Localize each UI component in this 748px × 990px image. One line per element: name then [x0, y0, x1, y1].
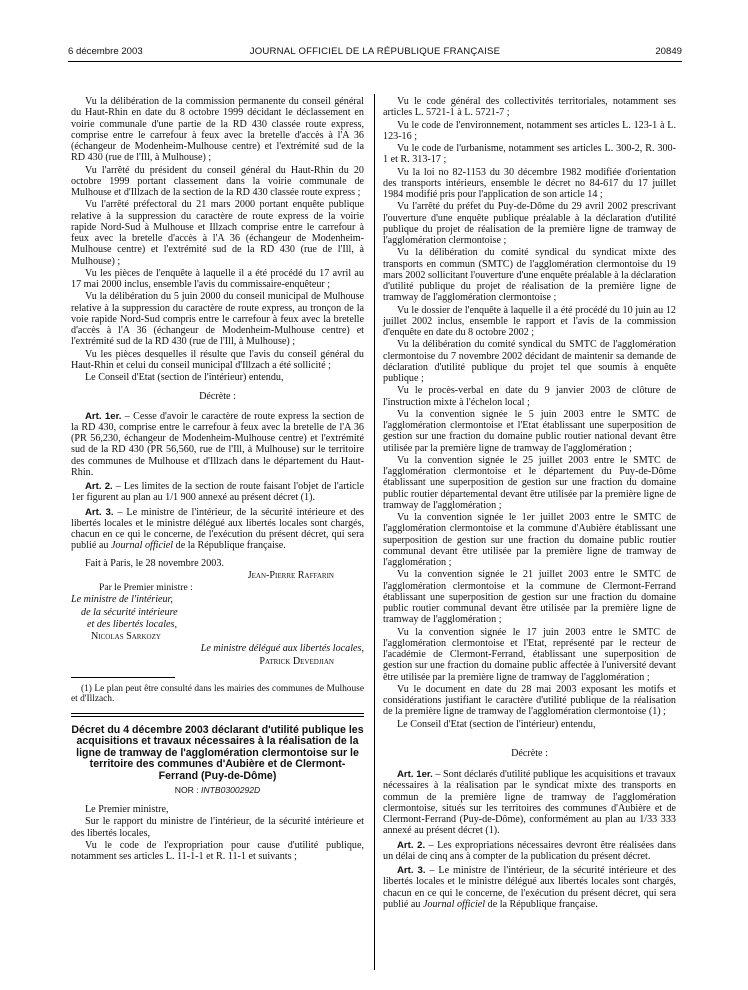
- visa-paragraph: Vu la convention signée le 17 juin 2003 entre le SMTC de l'agglomération clermontoise et l'Etat, représenté par le recteur de l'académie de Clermont-Ferrand, établissant une superposition de gestion sur une fraction du domaine public affectée à l'université devant être utilisée par la première ligne de tramway de l'agglomération ;: [383, 626, 676, 683]
- footnote-rule: [71, 677, 175, 678]
- footnote: (1) Le plan peut être consulté dans les mairies des communes de Mulhouse et d'Illzach.: [71, 683, 364, 705]
- par-premier-ministre: Par le Premier ministre :: [99, 582, 193, 593]
- journal-officiel-ref: Journal officiel: [422, 898, 486, 910]
- visa-paragraph: Vu la convention signée le 25 juillet 2003 entre le SMTC de l'agglomération clermontoise et le département du Puy-de-Dôme établissant une superposition de gestion sur une fraction du domaine public routier départemental devant être utilisée par la première ligne de tramway de l'agglomération ;: [383, 454, 676, 511]
- header-title: JOURNAL OFFICIEL DE LA RÉPUBLIQUE FRANÇAISE: [249, 46, 501, 57]
- nor-reference: [71, 785, 364, 796]
- article-text: – Les limites de la section de route faisant l'objet de l'article 1er figurent au plan au 1/1 900 annexé au présent décret (1).: [71, 481, 364, 504]
- article-text: – Le ministre de l'intérieur, de la sécurité intérieure et des libertés locales et le ministre délégué aux libertés locales sont chargés, chacun en ce qui le concerne, de l'exécution du présent décret, qui sera publié au: [71, 506, 364, 552]
- visa-paragraph: Le Conseil d'Etat (section de l'intérieur) entendu,: [85, 372, 284, 383]
- visa-paragraph: Vu l'arrêté du président du conseil général du Haut-Rhin du 20 octobre 1999 portant classement dans la voirie communale de Mulhouse et d'Illzach de la section de la RD 430 classée route express ;: [71, 164, 364, 198]
- article-text: de la République française.: [485, 898, 598, 910]
- header-page-number: 20849: [655, 46, 682, 57]
- visa-paragraph: Vu la convention signée le 1er juillet 2003 entre le SMTC de l'agglomération clermontoise et la commune d'Aubière établissant une superposition de gestion sur une fraction du domaine public routier communal devant être utilisée par la première ligne de tramway de l'agglomération ;: [383, 512, 676, 568]
- visa-paragraph: Vu la délibération de la commission permanente du conseil général du Haut-Rhin en date du 8 octobre 1999 décidant le déclassement en voirie communale d'une partie de la RD 430 classée route express, comprise entre le carrefour à feux avec la bretelle d'accès à l'A 36 (échangeur de Modenheim-Mulhouse centre) et l'extrémité sud de la RD 430 (rue de l'Ill, à Mulhouse) ;: [71, 96, 364, 164]
- visa-paragraph: Vu l'arrêté préfectoral du 21 mars 2000 portant enquête publique relative à la suppression du caractère de route express de la voirie rapide Nord-Sud à Mulhouse et Illzach comprise entre le carrefour à feux avec la bretelle d'accès à l'A 36 (échangeur de Modenheim-Mulhouse centre) et l'extrémité sud de la RD 430 (rue de l'Ill, à Mulhouse) ;: [71, 199, 364, 267]
- visa-paragraph: Vu la délibération du 5 juin 2000 du conseil municipal de Mulhouse relative à la suppression du caractère de route express, au tronçon de la voie rapide Nord-Sud compris entre le carrefour à feux avec la bretelle d'accès à l'A 36 (échangeur de Modenheim-Mulhouse centre) et l'extrémité sud de la RD 430 (rue de l'Ill, à Mulhouse) ;: [71, 291, 364, 348]
- article-3: [71, 507, 364, 552]
- signature-delegate-minister: Patrick Devedjian: [259, 655, 334, 667]
- article-2: [71, 481, 364, 504]
- section-double-rule: [71, 713, 364, 717]
- visa-paragraph: Le Conseil d'Etat (section de l'intérieur) entendu,: [397, 718, 596, 730]
- column-divider: [374, 94, 375, 970]
- minister-title-line: et des libertés locales,: [87, 618, 177, 630]
- decree-title: Décret du 4 décembre 2003 déclarant d'utilité publique les acquisitions et travaux nécessaires à la réalisation de la ligne de tramway de l'agglomération clermontoise sur le territoire des communes d'Aubière et de Clermont-Ferrand (Puy-de-Dôme): [71, 723, 364, 782]
- article-text: de la République française.: [173, 540, 286, 552]
- article-label: Art. 2.: [85, 481, 113, 492]
- journal-officiel-ref: Journal officiel: [110, 540, 174, 552]
- article-label: Art. 3.: [397, 865, 426, 876]
- visa-paragraph: Vu le code de l'urbanisme, notamment ses articles L. 300-2, R. 300-1 et R. 313-17 ;: [383, 143, 676, 166]
- nor-code: INTB0300292D: [201, 784, 261, 795]
- decrete-heading: Décrète :: [511, 747, 548, 759]
- article-text: – Les expropriations nécessaires devront être réalisées dans un délai de cinq ans à compter de la publication du présent décret.: [383, 839, 676, 862]
- article-2: [383, 840, 676, 863]
- right-column: [383, 96, 676, 911]
- visa-paragraph: Vu le code général des collectivités territoriales, notamment ses articles L. 5721-1 à L. 5721-7 ;: [383, 96, 676, 119]
- article-3: [383, 865, 676, 910]
- article-label: Art. 2.: [397, 839, 426, 851]
- header-date: 6 décembre 2003: [68, 46, 143, 57]
- minister-title-line: Le ministre de l'intérieur,: [71, 594, 173, 606]
- decrete-heading: Décrète :: [199, 391, 236, 403]
- header-rule: [68, 61, 682, 62]
- visa-paragraph: Vu l'arrêté du préfet du Puy-de-Dôme du 29 avril 2002 prescrivant l'ouverture d'une enquête publique préalable à la déclaration d'utilité publique du projet de réalisation de la première ligne de tramway de l'agglomération clermontoise ;: [383, 201, 676, 246]
- left-column: [71, 96, 364, 863]
- minister-title-line: de la sécurité intérieure: [81, 606, 178, 618]
- article-label: Art. 3.: [85, 506, 114, 518]
- visa-paragraph: Vu les pièces de l'enquête à laquelle il a été procédé du 17 avril au 17 mai 2000 inclus, ensemble l'avis du commissaire-enquêteur ;: [71, 267, 364, 290]
- article-1: [383, 769, 676, 837]
- article-1: [71, 411, 364, 479]
- preamble-line: Vu le code de l'expropriation pour cause d'utilité publique, notamment ses articles L. 11-1-1 et R. 11-1 et suivants ;: [71, 839, 364, 863]
- article-text: – Le ministre de l'intérieur, de la sécurité intérieure et des libertés locales et le ministre délégué aux libertés locales sont chargés, chacun en ce qui le concerne, de l'exécution du présent décret, qui sera publié au: [383, 865, 676, 910]
- preamble-line: Le Premier ministre,: [85, 804, 169, 816]
- signature-prime-minister: Jean-Pierre Raffarin: [247, 569, 334, 581]
- page-header: [68, 46, 682, 60]
- signature-interior-minister: Nicolas Sarkozy: [91, 631, 161, 642]
- visa-paragraph: Vu les pièces desquelles il résulte que l'avis du conseil général du Haut-Rhin et celui du conseil municipal d'Illzach a été sollicité ;: [71, 348, 364, 371]
- visa-paragraph: Vu le code de l'environnement, notamment ses articles L. 123-1 à L. 123-16 ;: [383, 119, 676, 142]
- article-label: Art. 1er.: [85, 410, 122, 422]
- delegate-minister-title: Le ministre délégué aux libertés locales,: [200, 643, 364, 655]
- visa-paragraph: Vu la délibération du comité syndical du SMTC de l'agglomération clermontoise du 7 novembre 2002 décidant de maintenir sa demande de déclaration d'utilité publique du projet tel que soumis à enquête publique ;: [383, 339, 676, 384]
- nor-label: NOR :: [174, 784, 201, 795]
- visa-paragraph: Vu le procès-verbal en date du 9 janvier 2003 de clôture de l'instruction mixte à l'échelon local ;: [383, 385, 676, 408]
- visa-paragraph: Vu le document en date du 28 mai 2003 exposant les motifs et considérations justifiant le caractère d'utilité publique de la réalisation de la première ligne de tramway de l'agglomération clermontoise (1) ;: [383, 683, 676, 718]
- visa-paragraph: Vu la délibération du comité syndical du syndicat mixte des transports en commun (SMTC) de l'agglomération clermontoise du 19 mars 2002 sollicitant l'ouverture d'une enquête préalable à la déclaration d'utilité publique du projet de réalisation de la première ligne de tramway de l'agglomération clermontoise ;: [383, 247, 676, 304]
- visa-paragraph: Vu le dossier de l'enquête à laquelle il a été procédé du 10 juin au 12 juillet 2002 inclus, ensemble le rapport et l'avis de la commission d'enquête en date du 8 octobre 2002 ;: [383, 304, 676, 338]
- preamble-line: Sur le rapport du ministre de l'intérieur, de la sécurité intérieure et des libertés locales,: [71, 816, 364, 839]
- article-text: – Sont déclarés d'utilité publique les acquisitions et travaux nécessaires à la réalisation par le syndicat mixte des transports en commun de la première ligne de tramway de l'agglomération clermontoise, situés sur les territoires des communes d'Aubière et de Clermont-Ferrand (Puy-de-Dôme), conformément au plan au 1/33 333 annexé au présent décret (1).: [383, 769, 676, 837]
- done-at: Fait à Paris, le 28 novembre 2003.: [85, 557, 224, 569]
- visa-paragraph: Vu la convention signée le 21 juillet 2003 entre le SMTC de l'agglomération clermontoise et la commune de Clermont-Ferrand établissant une superposition de gestion sur une fraction du domaine public routier communal devant être utilisée par la première ligne de tramway de l'agglomération ;: [383, 569, 676, 626]
- article-text: – Cesse d'avoir le caractère de route express la section de la RD 430, comprise entre le carrefour à feux avec la bretelle de l'A 36 (PR 56,230, échangeur de Modenheim-Mulhouse centre) et l'extrémité sud de la RD 430 (PR 56,560, rue de l'Ill, à Mulhouse) sur le territoire des communes de Mulhouse et d'Illzach dans le département du Haut-Rhin.: [71, 410, 364, 478]
- visa-paragraph: Vu la loi no 82-1153 du 30 décembre 1982 modifiée d'orientation des transports intérieurs, ensemble le décret no 84-617 du 17 juillet 1984 modifié pris pour l'application de son article 14 ;: [383, 166, 676, 200]
- article-label: Art. 1er.: [397, 769, 433, 780]
- visa-paragraph: Vu la convention signée le 5 juin 2003 entre le SMTC de l'agglomération clermontoise et l'Etat établissant une superposition de gestion sur une fraction du domaine public routier national devant être utilisée par la première ligne de tramway de l'agglomération ;: [383, 408, 676, 454]
